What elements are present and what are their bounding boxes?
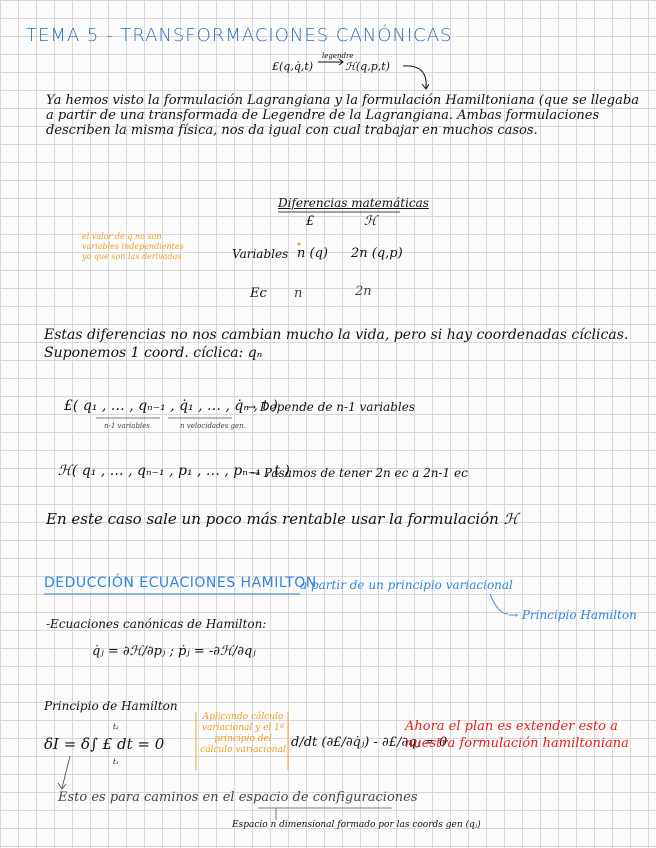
space-note: Espacio n dimensional formado por las coords gen (qⱼ) — [232, 820, 481, 830]
euler-lagrange-equation: d/dt (∂£/∂q̇ⱼ) - ∂£/∂qⱼ = 0 — [291, 735, 448, 750]
table-col-lagrange: £ — [306, 214, 315, 229]
lagrange-sub-variables: n-1 variables — [104, 422, 150, 430]
lagrange-arrow-note: → Depende de n-1 variables — [246, 400, 415, 414]
table-row-vars-label: Variables — [232, 247, 289, 261]
canonical-label: -Ecuaciones canónicas de Hamilton: — [46, 617, 267, 631]
table-orange-note: el valor de q no son variables independientes ya que son las derivadas — [82, 232, 184, 261]
down-arrow-icon — [62, 756, 70, 788]
table-row-vars-hamilton: 2n (q,p) — [351, 246, 403, 261]
legendre-right: ℋ(q,p,t) — [345, 60, 390, 73]
action-equation: δI = δ∫ £ dt = 0 — [44, 735, 165, 753]
hamilton-principle-label: Principio de Hamilton — [44, 699, 178, 713]
cyclic-conclusion: En este caso sale un poco más rentable usar la formulación ℋ — [46, 510, 519, 528]
blue-arrow-icon — [490, 594, 508, 614]
table-row-ec-hamilton: 2n — [355, 284, 372, 299]
paths-note: Esto es para caminos en el espacio de configuraciones — [58, 790, 418, 805]
cyclic-paragraph: Estas diferencias no nos cambian mucho la vida, pero si hay coordenadas cíclicas. Suponemos 1 coord. cíclica: qₙ — [44, 327, 629, 361]
integral-lower: t₁ — [113, 758, 119, 766]
table-col-hamilton: ℋ — [364, 214, 377, 229]
hamilton-expression: ℋ( q₁ , … , qₙ₋₁ , p₁ , … , pₙ₋₁ , t ) — [58, 463, 290, 479]
red-plan-note: Ahora el plan es extender esto a nuestra formulación hamiltoniana — [405, 719, 629, 751]
legendre-left: £(q,q̇,t) — [272, 60, 314, 73]
hamilton-arrow-note: → Pasamos de tener 2n ec a 2n-1 ec — [250, 466, 468, 480]
orange-variational-note: Aplicando cálculo variacional y el 1º principio del cálculo variacional — [200, 712, 286, 755]
intro-paragraph: Ya hemos visto la formulación Lagrangiana y la formulación Hamiltoniana (que se llegaba a partir de una transformada de Legendre de la Lagrangiana. Ambas formulaciones describen la misma física, nos da igual con cual trabajar en muchos casos. — [46, 93, 639, 138]
lagrange-expression: £( q₁ , … , qₙ₋₁ , q̇₁ , … , q̇ₙ , t ) — [64, 398, 278, 414]
canonical-equations: q̇ⱼ = ∂ℋ/∂pⱼ ; ṗⱼ = -∂ℋ/∂qⱼ — [92, 644, 256, 659]
orange-dot-icon — [298, 243, 301, 246]
principle-note: → Principio Hamilton — [508, 608, 637, 622]
table-heading: Diferencias matemáticas — [278, 196, 429, 210]
section2-title-suffix: a partir de un principio variacional — [300, 578, 513, 592]
table-row-ec-lagrange: n — [294, 286, 303, 301]
integral-upper: t₂ — [113, 723, 119, 731]
table-row-ec-label: Ec — [250, 286, 267, 301]
lagrange-sub-velocities: n velocidades gen. — [180, 422, 246, 430]
section2-title: DEDUCCIÓN ECUACIONES HAMILTON — [44, 575, 317, 591]
legendre-label: legendre — [322, 52, 354, 60]
page-title: TEMA 5 - TRANSFORMACIONES CANÓNICAS — [26, 25, 453, 46]
table-row-vars-lagrange: n (q) — [297, 246, 328, 261]
